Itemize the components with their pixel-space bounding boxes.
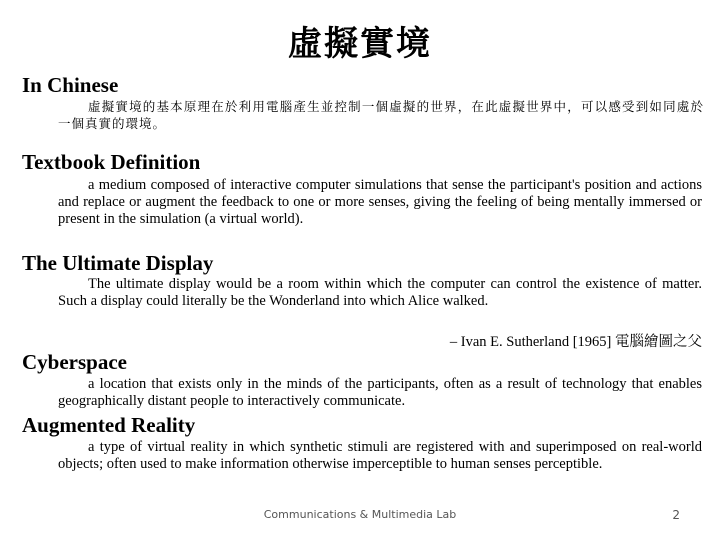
slide-title: 虛擬實境 [288,24,432,64]
heading-ultimate-display: The Ultimate Display [22,251,214,275]
footer-lab-name: Communications & Multimedia Lab [263,508,457,521]
heading-cyberspace: Cyberspace [22,350,127,374]
body-in-chinese: 虛擬實境的基本原理在於利用電腦產生並控制一個虛擬的世界，在此虛擬世界中，可以感受到如同處於一個真實的環境。 [58,99,704,131]
page-number: 2 [672,508,680,522]
heading-in-chinese: In Chinese [22,73,119,97]
body-cyberspace: a location that exists only in the minds of the participants, often as a result of technology that enables geographically distant people to interactively communicate. [58,376,702,409]
body-augmented-reality: a type of virtual reality in which synthetic stimuli are registered with and superimposed on real-world objects; often used to make information otherwise imperceptible to human senses perceptible. [58,439,702,472]
body-ultimate-display: The ultimate display would be a room within which the computer can control the existence of matter. Such a display could literally be the Wonderland into which Alice walked. [58,276,702,309]
heading-textbook-definition: Textbook Definition [22,150,201,174]
heading-augmented-reality: Augmented Reality [22,413,196,437]
attribution: – Ivan E. Sutherland [1965] 電腦繪圖之父 [449,334,702,350]
body-textbook-definition: a medium composed of interactive computer simulations that sense the participant's position and actions and replace or augment the feedback to one or more senses, giving the feeling of being mentally immersed or present in the simulation (a virtual world). [58,177,702,227]
